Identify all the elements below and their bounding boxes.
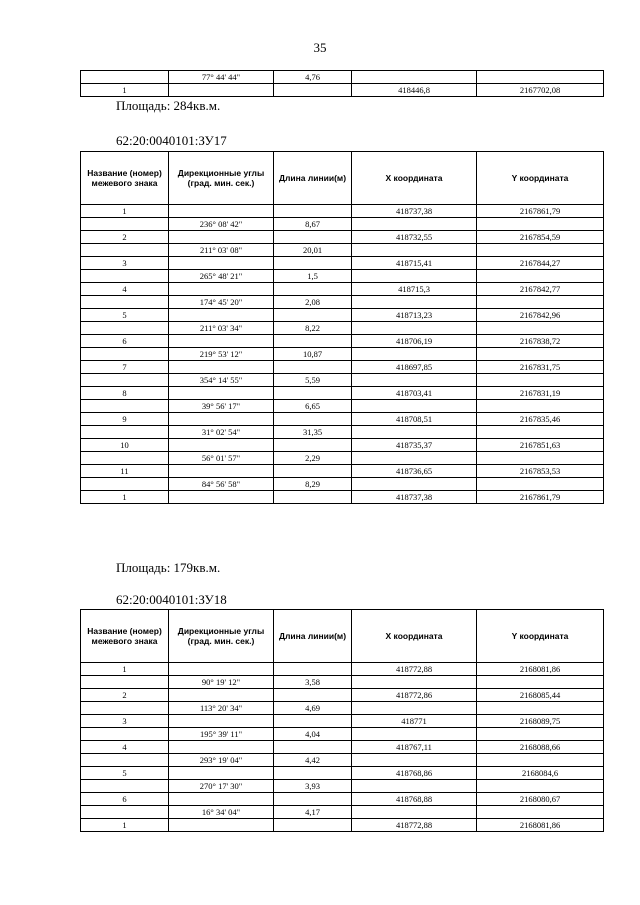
cell-length: 31,35 xyxy=(274,426,352,439)
cell-y: 2168088,66 xyxy=(477,741,604,754)
cell-length: 8,22 xyxy=(274,322,352,335)
cell-x xyxy=(352,270,477,283)
table-row xyxy=(81,322,604,335)
cell-name: 3 xyxy=(81,715,169,728)
cell-angle: 174° 45' 20" xyxy=(169,296,274,309)
cell-y: 2167838,72 xyxy=(477,335,604,348)
table-row xyxy=(81,84,604,97)
table-row xyxy=(81,348,604,361)
cell-angle: 113° 20' 34" xyxy=(169,702,274,715)
cell-angle xyxy=(169,361,274,374)
cell-y: 2167702,08 xyxy=(477,84,604,97)
cell-y xyxy=(477,218,604,231)
cell-name: 1 xyxy=(81,84,169,97)
cell-name: 10 xyxy=(81,439,169,452)
cell-y xyxy=(477,244,604,257)
cell-angle xyxy=(169,663,274,676)
cell-name xyxy=(81,426,169,439)
header-x: X координата xyxy=(352,152,477,205)
cell-angle xyxy=(169,84,274,97)
table-row xyxy=(81,689,604,702)
cell-y xyxy=(477,780,604,793)
cell-x xyxy=(352,754,477,767)
cell-length xyxy=(274,84,352,97)
cell-angle xyxy=(169,715,274,728)
cell-length: 2,08 xyxy=(274,296,352,309)
cell-x xyxy=(352,296,477,309)
table-row xyxy=(81,270,604,283)
cell-y: 2168085,44 xyxy=(477,689,604,702)
cell-name: 4 xyxy=(81,741,169,754)
cell-y: 2167851,63 xyxy=(477,439,604,452)
table-row xyxy=(81,754,604,767)
cell-name: 5 xyxy=(81,767,169,780)
cell-angle: 270° 17' 30" xyxy=(169,780,274,793)
cell-x xyxy=(352,71,477,84)
cell-y: 2167861,79 xyxy=(477,491,604,504)
table-row xyxy=(81,676,604,689)
cell-x: 418768,86 xyxy=(352,767,477,780)
zone-title-zu17: 62:20:0040101:ЗУ17 xyxy=(116,133,227,148)
cell-y xyxy=(477,452,604,465)
cell-angle: 84° 56' 58" xyxy=(169,478,274,491)
cell-length: 10,87 xyxy=(274,348,352,361)
cell-y: 2167854,59 xyxy=(477,231,604,244)
cell-y xyxy=(477,400,604,413)
cell-y xyxy=(477,374,604,387)
cell-angle xyxy=(169,465,274,478)
cell-y xyxy=(477,806,604,819)
cell-x: 418768,88 xyxy=(352,793,477,806)
header-x: X координата xyxy=(352,610,477,663)
cell-angle: 39° 56' 17" xyxy=(169,400,274,413)
cell-angle: 236° 08' 42" xyxy=(169,218,274,231)
cell-x xyxy=(352,244,477,257)
header-angle: Дирекционные углы (град. мин. сек.) xyxy=(169,152,274,205)
table-row xyxy=(81,728,604,741)
cell-length xyxy=(274,335,352,348)
cell-y xyxy=(477,426,604,439)
table-row xyxy=(81,741,604,754)
cell-angle xyxy=(169,309,274,322)
cell-length: 3,93 xyxy=(274,780,352,793)
cell-y: 2168081,86 xyxy=(477,663,604,676)
cell-length: 5,59 xyxy=(274,374,352,387)
cell-angle xyxy=(169,231,274,244)
table-row xyxy=(81,793,604,806)
cell-angle: 211° 03' 08" xyxy=(169,244,274,257)
cell-y: 2167844,27 xyxy=(477,257,604,270)
cell-x: 418736,65 xyxy=(352,465,477,478)
cell-name xyxy=(81,400,169,413)
cell-x xyxy=(352,806,477,819)
cell-y: 2167861,79 xyxy=(477,205,604,218)
cell-x: 418735,37 xyxy=(352,439,477,452)
header-name: Название (номер) межевого знака xyxy=(81,610,169,663)
cell-name: 2 xyxy=(81,689,169,702)
cell-x: 418772,88 xyxy=(352,663,477,676)
cell-name xyxy=(81,676,169,689)
table-row xyxy=(81,257,604,270)
cell-angle: 265° 48' 21" xyxy=(169,270,274,283)
cell-x: 418706,19 xyxy=(352,335,477,348)
table-row xyxy=(81,491,604,504)
header-angle: Дирекционные углы (град. мин. сек.) xyxy=(169,610,274,663)
table-row xyxy=(81,806,604,819)
cell-angle: 211° 03' 34" xyxy=(169,322,274,335)
cell-angle xyxy=(169,767,274,780)
cell-name: 6 xyxy=(81,793,169,806)
table-row xyxy=(81,71,604,84)
cell-x: 418737,38 xyxy=(352,205,477,218)
header-y: Y координата xyxy=(477,152,604,205)
cell-name xyxy=(81,348,169,361)
cell-length xyxy=(274,465,352,478)
cell-y xyxy=(477,270,604,283)
cell-x: 418772,86 xyxy=(352,689,477,702)
cell-name xyxy=(81,322,169,335)
cell-length: 1,5 xyxy=(274,270,352,283)
cell-name: 5 xyxy=(81,309,169,322)
header-length: Длина линии(м) xyxy=(274,610,352,663)
cell-length: 8,29 xyxy=(274,478,352,491)
cell-name: 1 xyxy=(81,205,169,218)
cell-angle: 56° 01' 57" xyxy=(169,452,274,465)
table-row xyxy=(81,309,604,322)
page-number: 35 xyxy=(313,40,327,55)
cell-name xyxy=(81,270,169,283)
coordinates-table-zu17 xyxy=(80,151,604,504)
cell-name xyxy=(81,478,169,491)
cell-y: 2167842,77 xyxy=(477,283,604,296)
table-row xyxy=(81,374,604,387)
cell-y xyxy=(477,348,604,361)
cell-angle xyxy=(169,283,274,296)
cell-length: 4,69 xyxy=(274,702,352,715)
cell-length xyxy=(274,767,352,780)
table-row xyxy=(81,465,604,478)
cell-name: 8 xyxy=(81,387,169,400)
cell-x xyxy=(352,728,477,741)
cell-length xyxy=(274,491,352,504)
coordinates-table-fragment xyxy=(80,70,604,97)
cell-y xyxy=(477,676,604,689)
cell-angle xyxy=(169,335,274,348)
cell-length xyxy=(274,793,352,806)
cell-angle: 31° 02' 54" xyxy=(169,426,274,439)
cell-length: 3,58 xyxy=(274,676,352,689)
cell-name: 11 xyxy=(81,465,169,478)
cell-length: 6,65 xyxy=(274,400,352,413)
cell-length: 4,42 xyxy=(274,754,352,767)
cell-name xyxy=(81,244,169,257)
cell-name: 1 xyxy=(81,491,169,504)
cell-x xyxy=(352,426,477,439)
cell-y xyxy=(477,702,604,715)
cell-y xyxy=(477,71,604,84)
table-row xyxy=(81,819,604,832)
cell-x: 418697,85 xyxy=(352,361,477,374)
table-row xyxy=(81,231,604,244)
cell-y: 2167853,53 xyxy=(477,465,604,478)
zone-title-zu18: 62:20:0040101:ЗУ18 xyxy=(116,592,227,607)
header-name: Название (номер) межевого знака xyxy=(81,152,169,205)
cell-x: 418732,55 xyxy=(352,231,477,244)
cell-angle: 90° 19' 12" xyxy=(169,676,274,689)
cell-y: 2168081,86 xyxy=(477,819,604,832)
cell-name xyxy=(81,374,169,387)
cell-name: 2 xyxy=(81,231,169,244)
cell-angle xyxy=(169,741,274,754)
cell-x: 418715,3 xyxy=(352,283,477,296)
cell-name xyxy=(81,218,169,231)
cell-name xyxy=(81,806,169,819)
cell-x: 418737,38 xyxy=(352,491,477,504)
table-row xyxy=(81,283,604,296)
cell-y xyxy=(477,296,604,309)
cell-x: 418713,23 xyxy=(352,309,477,322)
cell-angle: 293° 19' 04" xyxy=(169,754,274,767)
cell-angle xyxy=(169,793,274,806)
cell-name xyxy=(81,754,169,767)
cell-y: 2168080,67 xyxy=(477,793,604,806)
cell-x xyxy=(352,374,477,387)
cell-length xyxy=(274,361,352,374)
cell-length xyxy=(274,741,352,754)
cell-length xyxy=(274,715,352,728)
cell-y: 2167831,19 xyxy=(477,387,604,400)
table-row xyxy=(81,244,604,257)
table-row xyxy=(81,413,604,426)
table-row xyxy=(81,780,604,793)
cell-name xyxy=(81,452,169,465)
table-row xyxy=(81,439,604,452)
cell-x xyxy=(352,348,477,361)
cell-x xyxy=(352,702,477,715)
table-row xyxy=(81,452,604,465)
cell-name: 6 xyxy=(81,335,169,348)
cell-length xyxy=(274,231,352,244)
table-row xyxy=(81,702,604,715)
cell-angle xyxy=(169,387,274,400)
table-row xyxy=(81,335,604,348)
cell-length: 8,67 xyxy=(274,218,352,231)
table-row xyxy=(81,478,604,491)
cell-y xyxy=(477,478,604,491)
cell-length xyxy=(274,257,352,270)
cell-x xyxy=(352,676,477,689)
cell-x xyxy=(352,218,477,231)
cell-name xyxy=(81,296,169,309)
cell-x: 418771 xyxy=(352,715,477,728)
cell-y: 2167831,75 xyxy=(477,361,604,374)
cell-y xyxy=(477,754,604,767)
cell-name: 1 xyxy=(81,819,169,832)
cell-name: 3 xyxy=(81,257,169,270)
cell-length: 4,17 xyxy=(274,806,352,819)
cell-angle: 219° 53' 12" xyxy=(169,348,274,361)
cell-x xyxy=(352,478,477,491)
cell-y xyxy=(477,728,604,741)
cell-name: 4 xyxy=(81,283,169,296)
cell-x: 418703,41 xyxy=(352,387,477,400)
cell-x xyxy=(352,322,477,335)
cell-name: 9 xyxy=(81,413,169,426)
cell-angle xyxy=(169,257,274,270)
cell-name xyxy=(81,728,169,741)
cell-x: 418446,8 xyxy=(352,84,477,97)
table-row xyxy=(81,663,604,676)
cell-angle xyxy=(169,413,274,426)
cell-length: 4,04 xyxy=(274,728,352,741)
cell-x xyxy=(352,400,477,413)
cell-angle xyxy=(169,491,274,504)
table-row xyxy=(81,426,604,439)
cell-length: 4,76 xyxy=(274,71,352,84)
cell-angle: 354° 14' 55" xyxy=(169,374,274,387)
cell-length xyxy=(274,439,352,452)
table-row xyxy=(81,715,604,728)
cell-length xyxy=(274,205,352,218)
cell-angle xyxy=(169,819,274,832)
cell-name xyxy=(81,780,169,793)
header-y: Y координата xyxy=(477,610,604,663)
cell-y: 2167835,46 xyxy=(477,413,604,426)
cell-y: 2168084,6 xyxy=(477,767,604,780)
cell-angle: 195° 39' 11" xyxy=(169,728,274,741)
cell-x: 418708,51 xyxy=(352,413,477,426)
cell-x xyxy=(352,780,477,793)
cell-length xyxy=(274,387,352,400)
area-label-zu17: Площадь: 179кв.м. xyxy=(116,560,221,575)
cell-length xyxy=(274,663,352,676)
area-label-previous: Площадь: 284кв.м. xyxy=(116,98,221,113)
cell-length: 2,29 xyxy=(274,452,352,465)
cell-name xyxy=(81,702,169,715)
cell-name: 1 xyxy=(81,663,169,676)
table-row xyxy=(81,361,604,374)
table-row xyxy=(81,400,604,413)
cell-length xyxy=(274,283,352,296)
cell-length xyxy=(274,689,352,702)
cell-length: 20,01 xyxy=(274,244,352,257)
cell-x: 418715,41 xyxy=(352,257,477,270)
cell-angle xyxy=(169,689,274,702)
cell-x: 418767,11 xyxy=(352,741,477,754)
table-row xyxy=(81,296,604,309)
table-row xyxy=(81,767,604,780)
table-row xyxy=(81,218,604,231)
cell-angle: 77° 44' 44" xyxy=(169,71,274,84)
cell-y: 2168089,75 xyxy=(477,715,604,728)
cell-angle: 16° 34' 04" xyxy=(169,806,274,819)
table-row xyxy=(81,387,604,400)
cell-angle xyxy=(169,205,274,218)
cell-length xyxy=(274,309,352,322)
cell-length xyxy=(274,819,352,832)
cell-length xyxy=(274,413,352,426)
cell-name: 7 xyxy=(81,361,169,374)
cell-x xyxy=(352,452,477,465)
cell-angle xyxy=(169,439,274,452)
cell-name xyxy=(81,71,169,84)
header-length: Длина линии(м) xyxy=(274,152,352,205)
cell-x: 418772,88 xyxy=(352,819,477,832)
table-row xyxy=(81,205,604,218)
cell-y xyxy=(477,322,604,335)
cell-y: 2167842,96 xyxy=(477,309,604,322)
coordinates-table-zu18 xyxy=(80,609,604,832)
